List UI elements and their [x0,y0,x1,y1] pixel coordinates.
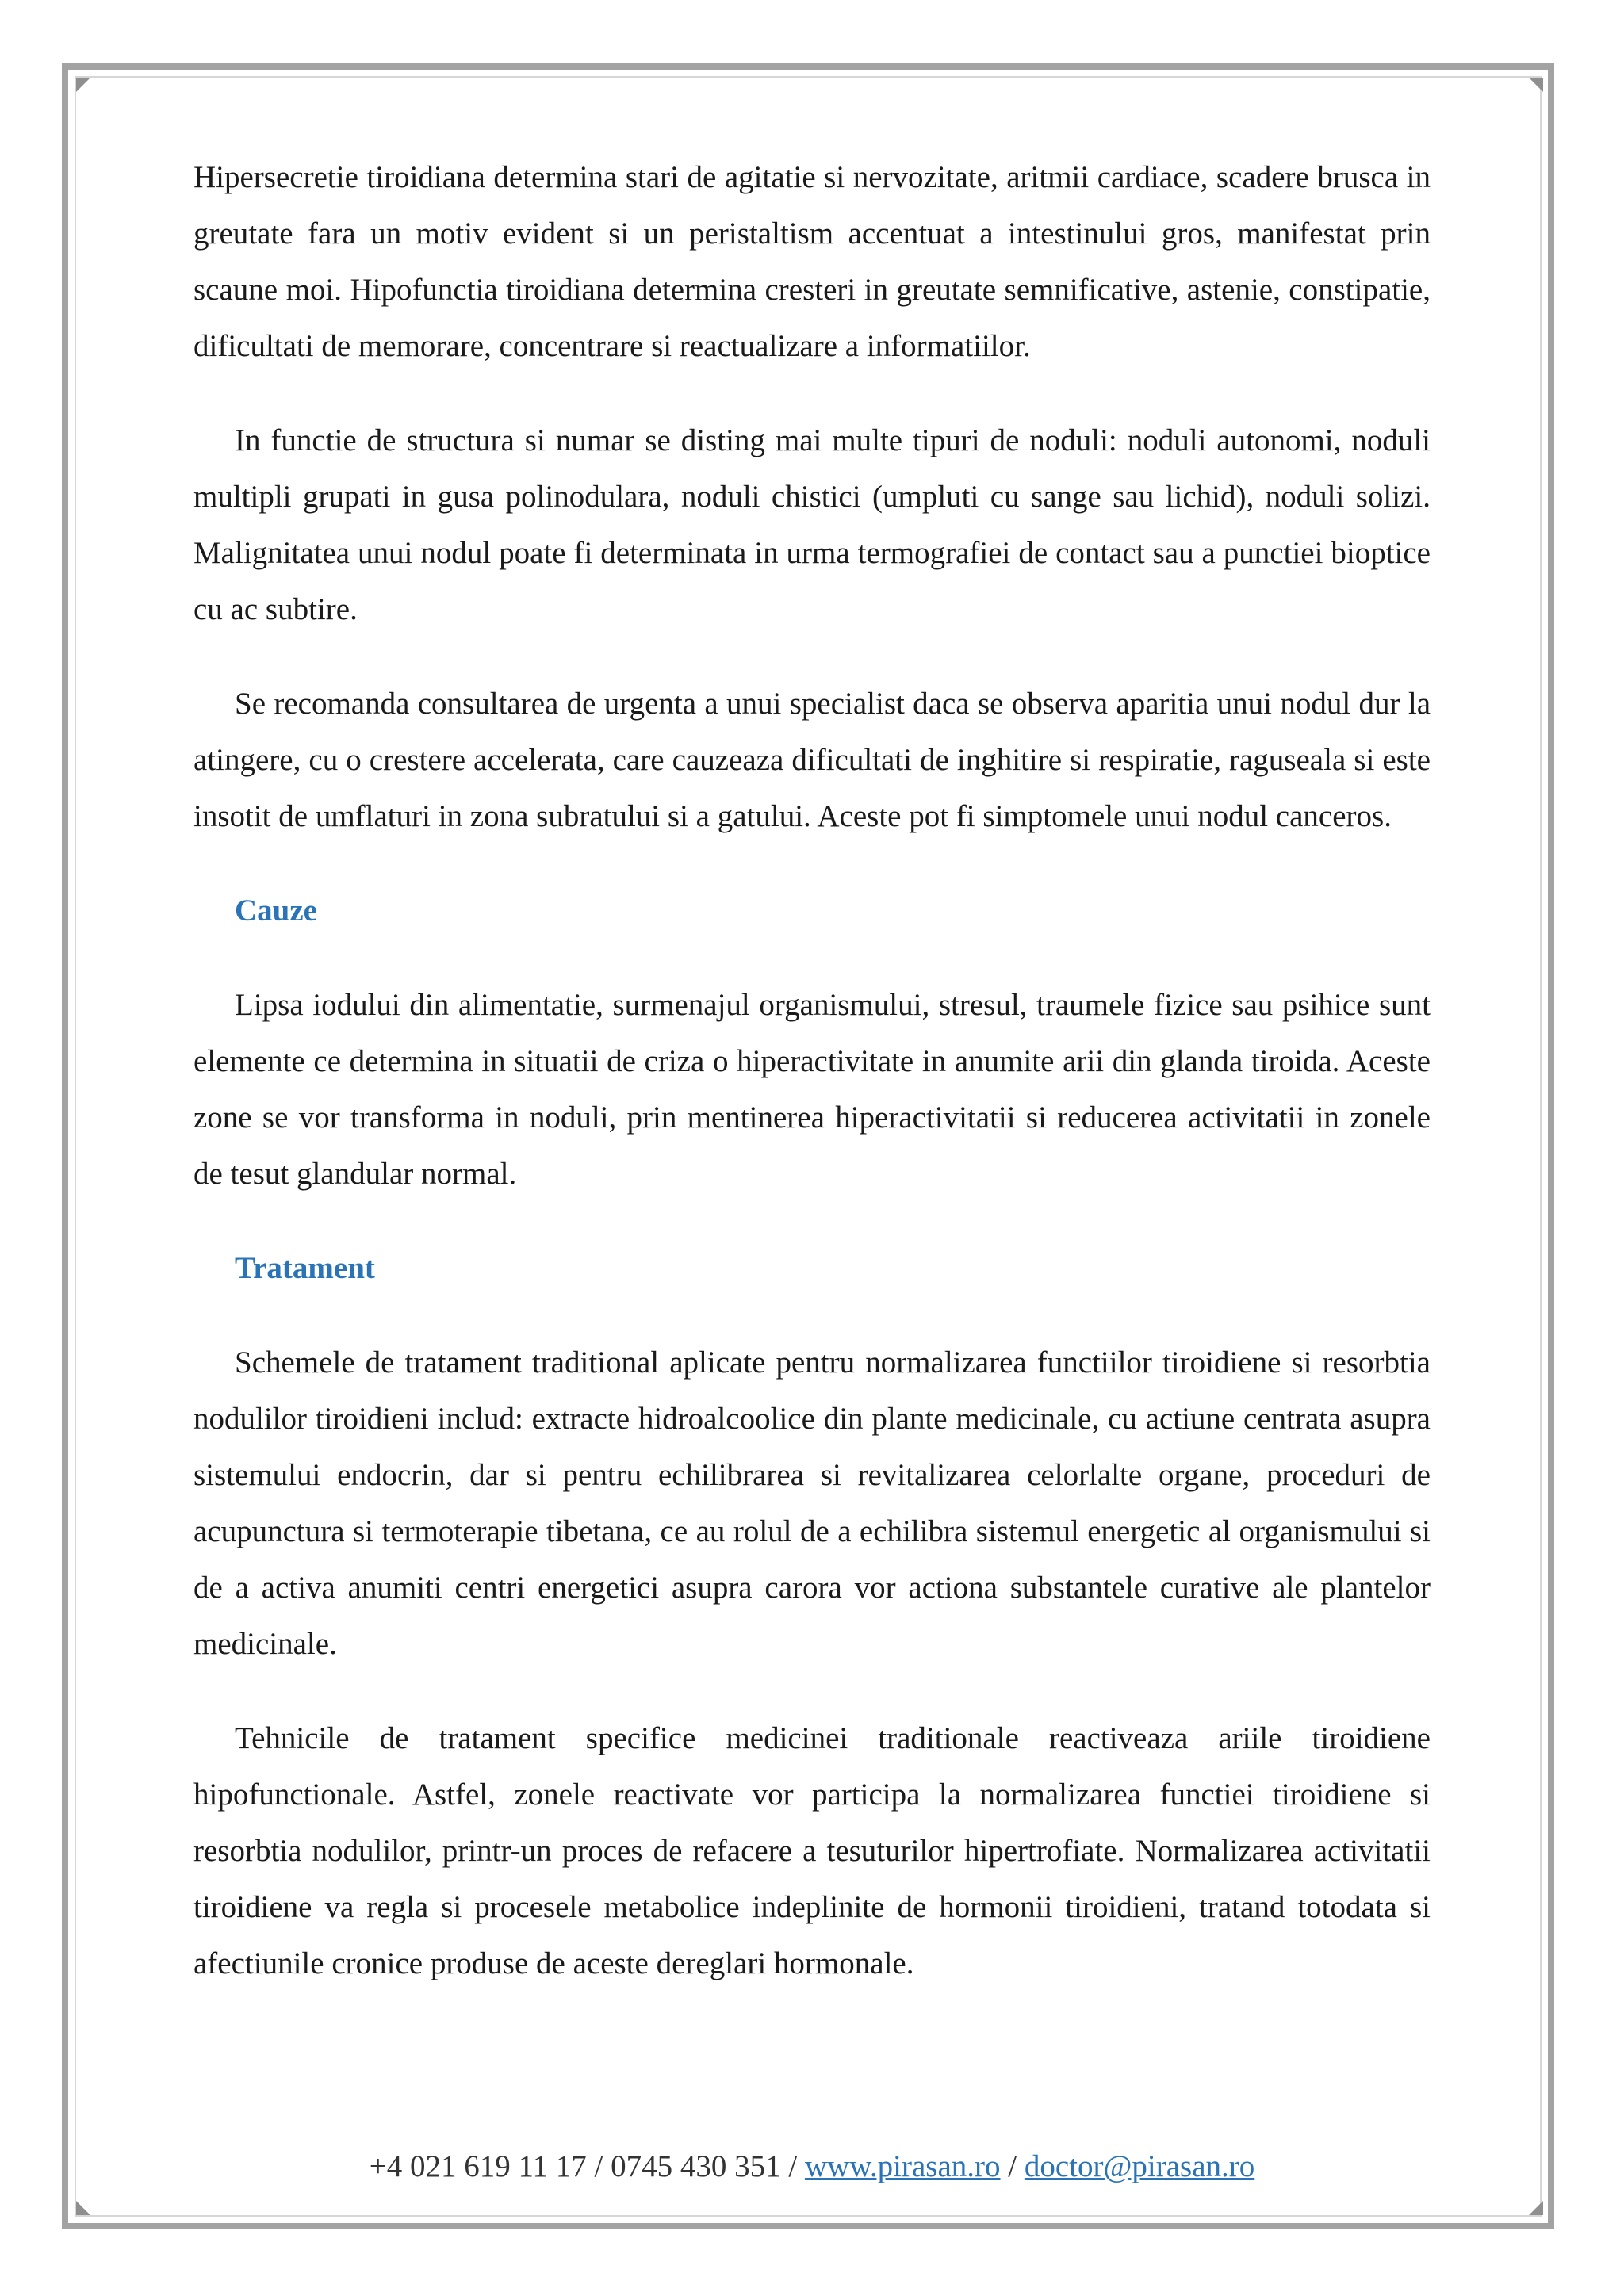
paragraph-urgent-consult: Se recomanda consultarea de urgenta a unui specialist daca se observa aparitia unui nodul dur la atingere, cu o crestere accelerata, care cauzeaza dificultati de inghitire si respiratie, raguseala si este insotit de umflaturi in zona subratului si a gatului. Aceste pot fi simptomele unui nodul canceros. [193,687,1431,833]
heading-treatment: Tratament [235,1251,375,1285]
heading-causes: Cauze [235,894,317,928]
footer-phones: +4 021 619 11 17 / 0745 430 351 / [369,2149,805,2183]
paragraph-causes: Lipsa iodului din alimentatie, surmenajul organismului, stresul, traumele fizice sau psihice sunt elemente ce determina in situatii de criza o hiperactivitate in anumite arii din glanda tiroida. Aceste zone se vor transforma in noduli, prin mentinerea hiperactivitatii si reducerea activitatii in zonele de tesut glandular normal. [193,988,1431,1191]
footer-separator: / [1000,2149,1025,2183]
corner-ornament-bottom-right [1529,2201,1543,2215]
paragraph-treatment-techniques: Tehnicile de tratament specifice medicinei traditionale reactiveaza ariile tiroidiene hipofunctionale. Astfel, zonele reactivate vor participa la normalizarea functiei tiroidiene si resorbtia nodulilor, printr-un proces de refacere a tesuturilor hipertrofiate. Normalizarea activitatii tiroidiene va regla si procesele metabolice indeplinite de hormonii tiroidieni, tratand totodata si afectiunile cronice produse de aceste dereglari hormonale. [193,1721,1431,1980]
paragraph-hypersecretion: Hipersecretie tiroidiana determina stari de agitatie si nervozitate, aritmii cardiace, scadere brusca in greutate fara un motiv evident si un peristaltism accentuat a intestinului gros, manifestat prin scaune moi. Hipofunctia tiroidiana determina cresteri in greutate semnificative, astenie, constipatie, dificultati de memorare, concentrare si reactualizare a informatiilor. [193,160,1431,363]
footer-email-link[interactable]: doctor@pirasan.ro [1024,2149,1255,2183]
paragraph-treatment-schemes: Schemele de tratament traditional aplicate pentru normalizarea functiilor tiroidiene si resorbtia nodulilor tiroidieni includ: extracte hidroalcoolice din plante medicinale, cu actiune centrata asupra sistemului endocrin, dar si pentru echilibrarea si revitalizarea celorlalte organe, proceduri de acupunctura si termoterapie tibetana, ce au rolul de a echilibra sistemul energetic al organismului si de a activa anumiti centri energetici asupra carora vor actiona substantele curative ale plantelor medicinale. [193,1345,1431,1661]
footer-website-link[interactable]: www.pirasan.ro [804,2149,1001,2183]
corner-ornament-bottom-left [76,2201,90,2215]
document-body [193,149,1431,1992]
corner-ornament-top-right [1529,78,1543,92]
corner-ornament-top-left [76,78,90,92]
paragraph-nodule-types: In functie de structura si numar se disting mai multe tipuri de noduli: noduli autonomi, noduli multipli grupati in gusa polinodulara, noduli chistici (umpluti cu sange sau lichid), noduli solizi. Malignitatea unui nodul poate fi determinata in urma termografiei de contact sau a punctiei bioptice cu ac subtire. [193,423,1431,626]
footer-contact [0,2149,1624,2184]
